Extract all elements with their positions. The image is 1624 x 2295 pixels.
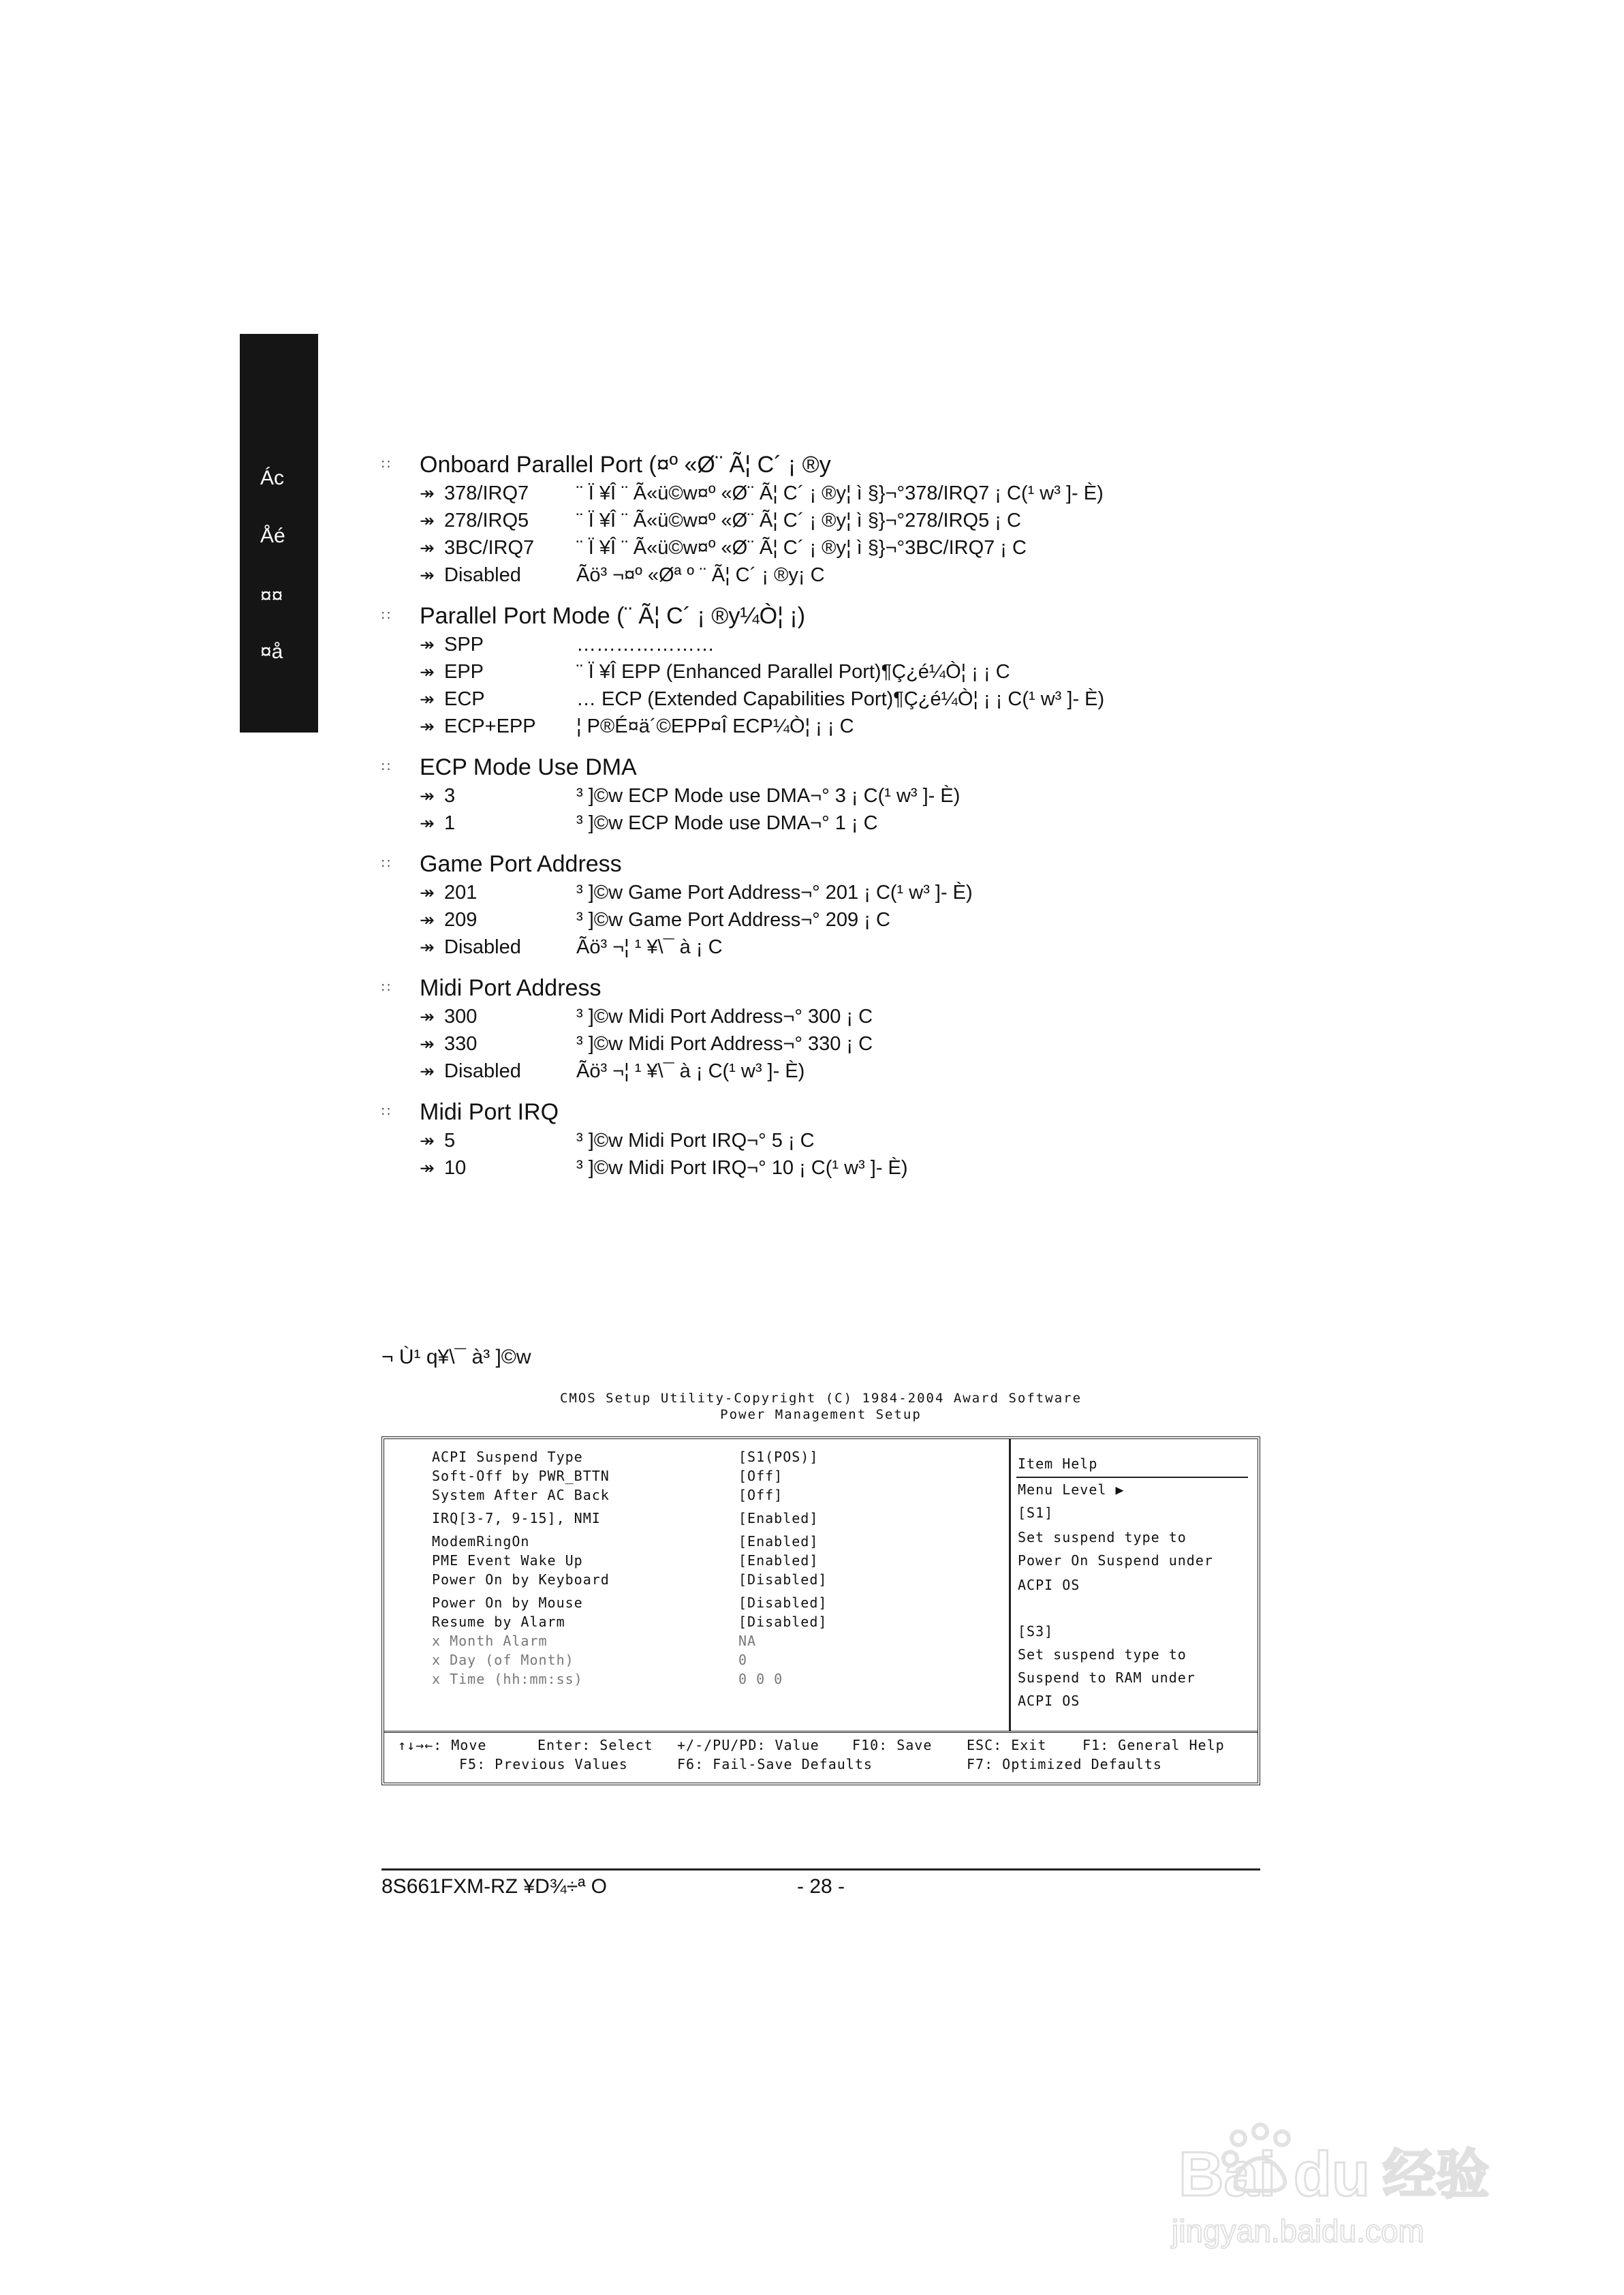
- key-f1: F1: General Help: [1082, 1737, 1225, 1753]
- arrow-bullet-icon: ↠: [420, 813, 435, 833]
- help-text-line: Suspend to RAM under: [1018, 1669, 1196, 1686]
- option-description: ³ ]©w Game Port Address¬° 201 ¡ C(¹ w³ ]- È): [576, 882, 973, 904]
- key-enter: Enter: Select: [537, 1737, 653, 1753]
- option-description: Ãö³ ¬¦ ¹ ¥\¯ à ¡ C: [576, 936, 723, 958]
- bios-setting-label: IRQ[3-7, 9-15], NMI: [432, 1510, 601, 1526]
- option-row: [381, 686, 1267, 713]
- arrow-bullet-icon: ↠: [420, 510, 435, 531]
- bios-setting-value[interactable]: [S1(POS)]: [738, 1449, 819, 1465]
- option-row: [381, 534, 1267, 561]
- side-tab-char-1: Ác: [260, 467, 285, 489]
- section-bullet-icon: ∷: [381, 981, 390, 996]
- option-description: ³ ]©w Midi Port IRQ¬° 5 ¡ C: [576, 1130, 815, 1152]
- footer-model: 8S661FXM-RZ ¥D¾÷ª O: [381, 1875, 607, 1898]
- section: [381, 450, 1267, 589]
- key-f10: F10: Save: [852, 1737, 933, 1753]
- help-text-line: Set suspend type to: [1018, 1529, 1187, 1545]
- section-title: Game Port Address: [420, 851, 622, 877]
- arrow-bullet-icon: ↠: [420, 1006, 435, 1027]
- bios-setting-value[interactable]: [Enabled]: [738, 1552, 819, 1569]
- side-tab-char-2: Åé: [260, 525, 285, 547]
- section-heading: [381, 849, 1267, 879]
- arrow-bullet-icon: ↠: [420, 910, 435, 930]
- option-row: [381, 713, 1267, 740]
- option-row: [381, 782, 1267, 810]
- bios-setting-value[interactable]: 0: [738, 1652, 748, 1668]
- option-name: 300: [444, 1006, 478, 1028]
- key-esc: ESC: Exit: [967, 1737, 1047, 1753]
- bios-setting-value[interactable]: [Off]: [738, 1468, 783, 1484]
- section-bullet-icon: ∷: [381, 609, 390, 623]
- section: [381, 601, 1267, 740]
- option-description: … ECP (Extended Capabilities Port)¶Ç¿é¼Ò¦ ¡ ¡ C(¹ w³ ]- È): [576, 688, 1105, 710]
- option-row: [381, 1154, 1267, 1182]
- option-name: 3: [444, 785, 456, 807]
- footer-divider: [381, 1868, 1260, 1870]
- option-description: ³ ]©w Midi Port Address¬° 330 ¡ C: [576, 1033, 873, 1055]
- section: [381, 973, 1267, 1085]
- help-text-line: ACPI OS: [1018, 1577, 1080, 1593]
- side-tab: [240, 334, 318, 733]
- bios-setting-value[interactable]: [Disabled]: [738, 1595, 828, 1611]
- option-description: ³ ]©w ECP Mode use DMA¬° 3 ¡ C(¹ w³ ]- È): [576, 785, 961, 807]
- help-menu-level: Menu Level ▶: [1018, 1481, 1125, 1498]
- watermark-url: jingyan.baidu.com: [1172, 2213, 1424, 2249]
- option-description: ³ ]©w ECP Mode use DMA¬° 1 ¡ C: [576, 812, 878, 834]
- option-description: ¦ P®É¤ä´©EPP¤Î ECP¼Ò¦ ¡ ¡ C: [576, 715, 854, 737]
- help-text-line: ACPI OS: [1018, 1693, 1080, 1709]
- option-description: ³ ]©w Midi Port Address¬° 300 ¡ C: [576, 1006, 873, 1028]
- option-name: Disabled: [444, 1060, 521, 1082]
- option-description: ¨ Ï ¥Î ¨ Ã«ü©w¤º «Ø¨ Ã¦ C´ ¡ ®y¦ ì §}¬°378/IRQ7 ¡ C(¹ w³ ]- È): [576, 482, 1104, 504]
- bios-setting-value[interactable]: [Disabled]: [738, 1571, 828, 1588]
- option-row: [381, 1058, 1267, 1085]
- baidu-jingyan-watermark: [1158, 2119, 1567, 2255]
- arrow-bullet-icon: ↠: [420, 538, 435, 558]
- bios-setting-label: Soft-Off by PWR_BTTN: [432, 1468, 610, 1484]
- options-content: [381, 450, 1267, 1194]
- page-number: - 28 -: [797, 1875, 845, 1898]
- bios-key-legend: [384, 1731, 1258, 1786]
- section-title: ECP Mode Use DMA: [420, 754, 637, 780]
- option-name: 330: [444, 1033, 478, 1055]
- option-description: Ãö³ ¬¤º «Øª º ¨ Ã¦ C´ ¡ ®y¡ C: [576, 564, 825, 586]
- bios-setting-value[interactable]: [Off]: [738, 1487, 783, 1503]
- help-title: Item Help: [1018, 1455, 1098, 1472]
- option-description: ¨ Ï ¥Î ¨ Ã«ü©w¤º «Ø¨ Ã¦ C´ ¡ ®y¦ ì §}¬°278/IRQ5 ¡ C: [576, 510, 1021, 532]
- section: [381, 1097, 1267, 1182]
- bios-setting-label: System After AC Back: [432, 1487, 610, 1503]
- option-name: 10: [444, 1157, 467, 1179]
- option-row: [381, 561, 1267, 589]
- bios-setting-label: x Month Alarm: [432, 1633, 548, 1649]
- option-name: EPP: [444, 661, 484, 683]
- key-f5: F5: Previous Values: [459, 1756, 628, 1772]
- bios-setting-label: Resume by Alarm: [432, 1614, 565, 1630]
- key-value: +/-/PU/PD: Value: [677, 1737, 819, 1753]
- bios-help-panel: [1011, 1439, 1258, 1731]
- bios-setting-label: ACPI Suspend Type: [432, 1449, 583, 1465]
- arrow-bullet-icon: ↠: [420, 1061, 435, 1081]
- section-title: Onboard Parallel Port (¤º «Ø¨ Ã¦ C´ ¡ ®y: [420, 452, 831, 478]
- section-bullet-icon: ∷: [381, 760, 390, 775]
- option-row: [381, 658, 1267, 686]
- section-heading: [381, 601, 1267, 631]
- bios-setting-label: ModemRingOn: [432, 1533, 530, 1550]
- arrow-bullet-icon: ↠: [420, 1158, 435, 1178]
- key-f6: F6: Fail-Save Defaults: [677, 1756, 873, 1772]
- side-tab-char-3: ¤¤: [260, 585, 283, 607]
- option-name: Disabled: [444, 936, 521, 958]
- arrow-bullet-icon: ↠: [420, 1034, 435, 1054]
- option-name: 209: [444, 909, 478, 931]
- option-name: SPP: [444, 634, 484, 656]
- option-row: [381, 631, 1267, 658]
- arrow-bullet-icon: ↠: [420, 786, 435, 806]
- help-divider: [1016, 1477, 1248, 1478]
- option-row: [381, 480, 1267, 507]
- option-row: [381, 1127, 1267, 1154]
- option-description: Ãö³ ¬¦ ¹ ¥\¯ à ¡ C(¹ w³ ]- È): [576, 1060, 805, 1082]
- caption: ¬ Ù¹ q¥\¯ à³ ]©w: [381, 1346, 531, 1368]
- bios-setting-label: PME Event Wake Up: [432, 1552, 583, 1569]
- bios-setting-label: x Time (hh:mm:ss): [432, 1671, 583, 1687]
- bios-setting-label: x Day (of Month): [432, 1652, 574, 1668]
- help-text-line: Power On Suspend under: [1018, 1552, 1213, 1569]
- section-bullet-icon: ∷: [381, 1105, 390, 1120]
- bios-screen: [381, 1436, 1260, 1785]
- key-f7: F7: Optimized Defaults: [967, 1756, 1162, 1772]
- option-name: ECP+EPP: [444, 715, 536, 737]
- bios-setting-label: Power On by Keyboard: [432, 1571, 610, 1588]
- bios-setting-value[interactable]: 0 0 0: [738, 1671, 783, 1687]
- bios-setting-label: Power On by Mouse: [432, 1595, 583, 1611]
- section-title: Parallel Port Mode (¨ Ã¦ C´ ¡ ®y¼Ò¦ ¡): [420, 603, 806, 629]
- bios-setting-value[interactable]: [Disabled]: [738, 1614, 828, 1630]
- option-name: 1: [444, 812, 456, 834]
- help-text-line: [S1]: [1018, 1505, 1054, 1521]
- section: [381, 752, 1267, 837]
- key-move: ↑↓→←: Move: [398, 1737, 487, 1753]
- arrow-bullet-icon: ↠: [420, 1130, 435, 1151]
- bios-setting-value[interactable]: [Enabled]: [738, 1533, 819, 1550]
- bios-settings-panel: [384, 1439, 1011, 1731]
- option-name: 378/IRQ7: [444, 482, 529, 504]
- help-text-line: Set suspend type to: [1018, 1646, 1187, 1663]
- arrow-bullet-icon: ↠: [420, 634, 435, 655]
- option-description: ³ ]©w Midi Port IRQ¬° 10 ¡ C(¹ w³ ]- È): [576, 1157, 908, 1179]
- option-name: Disabled: [444, 564, 521, 586]
- section-heading: [381, 1097, 1267, 1127]
- option-row: [381, 1030, 1267, 1058]
- section: [381, 849, 1267, 961]
- option-name: ECP: [444, 688, 485, 710]
- watermark-cn: 经验: [1383, 2144, 1490, 2206]
- arrow-bullet-icon: ↠: [420, 565, 435, 585]
- section-heading: [381, 752, 1267, 782]
- option-row: [381, 934, 1267, 961]
- section-bullet-icon: ∷: [381, 457, 390, 472]
- option-name: 5: [444, 1130, 456, 1152]
- section-title: Midi Port IRQ: [420, 1099, 559, 1125]
- cmos-title-line2: Power Management Setup: [720, 1407, 922, 1422]
- cmos-title: [381, 1390, 1260, 1423]
- option-description: ¨ Ï ¥Î ¨ Ã«ü©w¤º «Ø¨ Ã¦ C´ ¡ ®y¦ ì §}¬°3BC/IRQ7 ¡ C: [576, 537, 1027, 559]
- option-row: [381, 810, 1267, 837]
- arrow-bullet-icon: ↠: [420, 937, 435, 957]
- arrow-bullet-icon: ↠: [420, 882, 435, 903]
- section-title: Midi Port Address: [420, 975, 602, 1001]
- option-row: [381, 1003, 1267, 1030]
- side-tab-char-4: ¤å: [260, 641, 283, 663]
- bios-setting-value[interactable]: [Enabled]: [738, 1510, 819, 1526]
- option-row: [381, 879, 1267, 906]
- section-heading: [381, 973, 1267, 1003]
- option-row: [381, 906, 1267, 934]
- arrow-bullet-icon: ↠: [420, 716, 435, 737]
- arrow-bullet-icon: ↠: [420, 662, 435, 682]
- option-name: 278/IRQ5: [444, 510, 529, 532]
- help-text-line: [S3]: [1018, 1623, 1054, 1639]
- bios-setting-value[interactable]: NA: [738, 1633, 757, 1649]
- arrow-bullet-icon: ↠: [420, 483, 435, 504]
- option-description: ¨ Ï ¥Î EPP (Enhanced Parallel Port)¶Ç¿é¼Ò¦ ¡ ¡ C: [576, 661, 1010, 683]
- option-description: …………………: [576, 634, 715, 656]
- option-name: 201: [444, 882, 478, 904]
- watermark-brand: Bai du: [1178, 2140, 1371, 2209]
- option-name: 3BC/IRQ7: [444, 537, 535, 559]
- option-description: ³ ]©w Game Port Address¬° 209 ¡ C: [576, 909, 890, 931]
- section-bullet-icon: ∷: [381, 857, 390, 872]
- arrow-bullet-icon: ↠: [420, 689, 435, 709]
- cmos-title-line1: CMOS Setup Utility-Copyright (C) 1984-2004 Award Software: [559, 1391, 1082, 1406]
- section-heading: [381, 450, 1267, 480]
- option-row: [381, 507, 1267, 534]
